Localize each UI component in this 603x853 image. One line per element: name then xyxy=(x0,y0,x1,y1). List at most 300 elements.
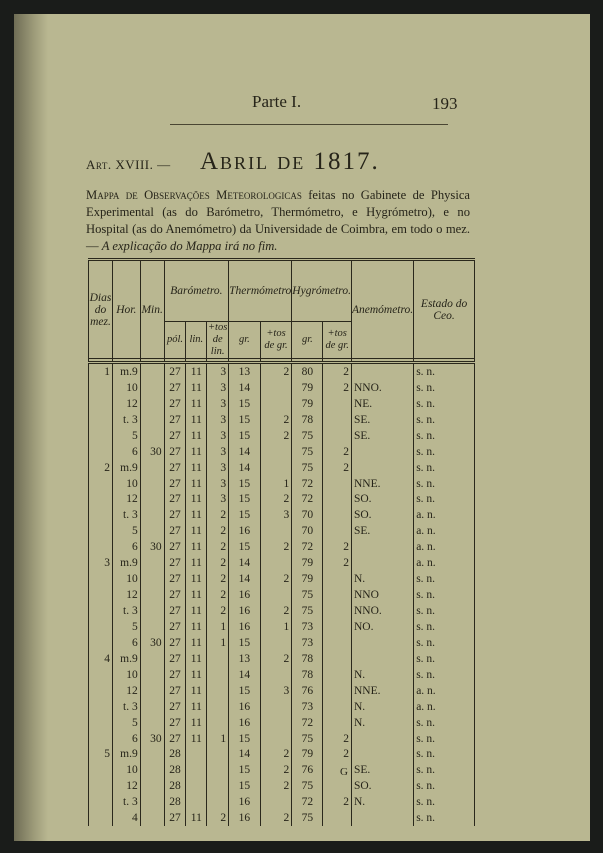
table-cell: 3 xyxy=(260,507,292,523)
table-cell: 3 xyxy=(260,683,292,699)
table-cell xyxy=(89,428,113,444)
sub-pol: pól. xyxy=(164,322,186,359)
table-cell xyxy=(140,476,164,492)
table-row xyxy=(89,571,475,587)
table-cell xyxy=(260,555,292,571)
table-cell: 27 xyxy=(164,571,186,587)
table-cell xyxy=(351,651,413,667)
table-cell: 2 xyxy=(207,603,229,619)
table-cell xyxy=(89,412,113,428)
table-row xyxy=(89,396,475,412)
table-cell: 2 xyxy=(260,428,292,444)
table-cell xyxy=(89,699,113,715)
table-cell: 13 xyxy=(229,363,261,380)
table-cell: 2 xyxy=(323,747,352,763)
table-cell xyxy=(207,683,229,699)
table-cell xyxy=(140,747,164,763)
table-cell: 2 xyxy=(323,794,352,810)
table-cell: 11 xyxy=(186,444,207,460)
table-cell: 16 xyxy=(229,794,261,810)
table-cell: 76 xyxy=(292,683,323,699)
table-cell xyxy=(89,619,113,635)
table-cell: a. n. xyxy=(414,507,475,523)
table-cell: 27 xyxy=(164,412,186,428)
table-cell xyxy=(351,731,413,747)
table-cell: 15 xyxy=(229,412,261,428)
table-cell: 15 xyxy=(229,396,261,412)
table-row xyxy=(89,523,475,539)
table-cell: 6 xyxy=(112,731,140,747)
table-cell: 2 xyxy=(207,587,229,603)
table-cell: NNO. xyxy=(351,603,413,619)
table-cell: 70 xyxy=(292,507,323,523)
table-cell: 16 xyxy=(229,699,261,715)
table-cell: 2 xyxy=(260,539,292,555)
table-row xyxy=(89,412,475,428)
table-cell xyxy=(260,587,292,603)
table-cell xyxy=(207,794,229,810)
table-cell: 11 xyxy=(186,539,207,555)
table-cell xyxy=(140,396,164,412)
table-cell xyxy=(89,810,113,826)
table-cell xyxy=(351,460,413,476)
table-cell: s. n. xyxy=(414,778,475,794)
month-heading: Abril de 1817. xyxy=(200,148,380,175)
table-cell: 75 xyxy=(292,460,323,476)
table-cell: NNE. xyxy=(351,476,413,492)
sub-gr-hygro: gr. xyxy=(292,322,323,359)
table-cell: 13 xyxy=(229,651,261,667)
table-row xyxy=(89,810,475,826)
table-cell: 16 xyxy=(229,587,261,603)
table-cell: 72 xyxy=(292,794,323,810)
table-cell: 27 xyxy=(164,460,186,476)
table-cell xyxy=(207,747,229,763)
table-cell: 15 xyxy=(229,476,261,492)
table-cell: 5 xyxy=(112,715,140,731)
table-cell: s. n. xyxy=(414,460,475,476)
table-cell: s. n. xyxy=(414,396,475,412)
table-cell: 27 xyxy=(164,396,186,412)
table-cell xyxy=(207,667,229,683)
table-cell: s. n. xyxy=(414,363,475,380)
table-cell: 11 xyxy=(186,699,207,715)
table-cell: 27 xyxy=(164,428,186,444)
table-row xyxy=(89,731,475,747)
table-cell: s. n. xyxy=(414,492,475,508)
col-min: Min. xyxy=(140,260,164,359)
table-cell: 2 xyxy=(207,571,229,587)
table-cell: 75 xyxy=(292,603,323,619)
table-cell: s. n. xyxy=(414,810,475,826)
table-row xyxy=(89,380,475,396)
table-cell xyxy=(207,778,229,794)
table-row xyxy=(89,539,475,555)
table-cell: 28 xyxy=(164,778,186,794)
table-cell: 75 xyxy=(292,587,323,603)
table-cell xyxy=(351,635,413,651)
table-cell: 27 xyxy=(164,523,186,539)
table-cell: a. n. xyxy=(414,555,475,571)
table-cell xyxy=(89,587,113,603)
table-cell: 3 xyxy=(207,428,229,444)
table-cell xyxy=(323,635,352,651)
table-cell: t. 3 xyxy=(112,603,140,619)
table-cell: 1 xyxy=(207,731,229,747)
table-row xyxy=(89,778,475,794)
table-cell: 5 xyxy=(112,523,140,539)
table-cell: 73 xyxy=(292,699,323,715)
col-hor: Hor. xyxy=(112,260,140,359)
table-cell: 14 xyxy=(229,380,261,396)
table-cell: 30 xyxy=(140,635,164,651)
table-cell: 28 xyxy=(164,762,186,778)
table-cell xyxy=(207,715,229,731)
table-cell: 11 xyxy=(186,460,207,476)
table-cell: s. n. xyxy=(414,571,475,587)
table-row xyxy=(89,635,475,651)
table-cell: 3 xyxy=(207,492,229,508)
table-cell: 79 xyxy=(292,747,323,763)
table-cell: SO. xyxy=(351,507,413,523)
table-cell: NNO xyxy=(351,587,413,603)
table-cell: s. n. xyxy=(414,587,475,603)
table-cell: 27 xyxy=(164,635,186,651)
binding-gutter xyxy=(14,14,48,841)
table-cell: SE. xyxy=(351,523,413,539)
table-cell xyxy=(89,794,113,810)
table-cell: 2 xyxy=(260,762,292,778)
table-cell xyxy=(323,603,352,619)
table-cell: a. n. xyxy=(414,539,475,555)
table-cell: 80 xyxy=(292,363,323,380)
table-cell xyxy=(89,380,113,396)
table-cell: 72 xyxy=(292,539,323,555)
table-cell xyxy=(323,396,352,412)
table-cell: 11 xyxy=(186,619,207,635)
table-cell xyxy=(140,778,164,794)
table-cell xyxy=(323,587,352,603)
table-cell: 27 xyxy=(164,476,186,492)
table-row xyxy=(89,762,475,778)
col-estado: Estado do Ceo. xyxy=(414,260,475,359)
table-row xyxy=(89,363,475,380)
table-cell: 15 xyxy=(229,428,261,444)
table-cell xyxy=(140,380,164,396)
page-number: 193 xyxy=(432,94,458,113)
table-row xyxy=(89,651,475,667)
table-cell: 2 xyxy=(260,571,292,587)
table-cell xyxy=(260,635,292,651)
table-cell: 2 xyxy=(260,747,292,763)
table-cell: N. xyxy=(351,715,413,731)
table-cell: 11 xyxy=(186,492,207,508)
table-cell: 79 xyxy=(292,571,323,587)
table-cell xyxy=(140,683,164,699)
table-cell: 27 xyxy=(164,587,186,603)
table-cell xyxy=(140,492,164,508)
table-cell: 11 xyxy=(186,555,207,571)
table-cell: 6 xyxy=(112,539,140,555)
table-cell xyxy=(140,363,164,380)
table-cell: m.9 xyxy=(112,460,140,476)
table-cell: 30 xyxy=(140,444,164,460)
table-cell: 2 xyxy=(323,539,352,555)
table-cell: 15 xyxy=(229,539,261,555)
table-cell: 73 xyxy=(292,619,323,635)
table-cell: 1 xyxy=(260,476,292,492)
col-thermometro: Thermómetro xyxy=(229,260,292,322)
table-cell: s. n. xyxy=(414,747,475,763)
table-cell: a. n. xyxy=(414,683,475,699)
table-cell xyxy=(140,667,164,683)
intro-paragraph xyxy=(86,187,470,255)
intro-italic: A explicação do Mappa irá no fim. xyxy=(101,239,278,253)
table-cell xyxy=(207,651,229,667)
table-cell: 2 xyxy=(207,555,229,571)
table-cell: s. n. xyxy=(414,476,475,492)
table-cell: 3 xyxy=(207,412,229,428)
table-row xyxy=(89,715,475,731)
table-cell: NNO. xyxy=(351,380,413,396)
table-cell xyxy=(260,460,292,476)
table-cell xyxy=(207,699,229,715)
table-cell: 27 xyxy=(164,683,186,699)
table-cell xyxy=(89,571,113,587)
table-cell: N. xyxy=(351,794,413,810)
table-cell xyxy=(351,363,413,380)
table-cell: SO. xyxy=(351,492,413,508)
table-cell: 5 xyxy=(112,619,140,635)
table-cell xyxy=(140,507,164,523)
table-cell: 30 xyxy=(140,539,164,555)
table-cell: 3 xyxy=(207,380,229,396)
table-cell: 10 xyxy=(112,380,140,396)
table-cell: N. xyxy=(351,571,413,587)
col-barometro: Barómetro. xyxy=(164,260,228,322)
table-cell: 2 xyxy=(260,778,292,794)
table-cell xyxy=(260,731,292,747)
table-cell: SO. xyxy=(351,778,413,794)
table-cell: 11 xyxy=(186,523,207,539)
table-cell: t. 3 xyxy=(112,794,140,810)
table-cell: 2 xyxy=(207,539,229,555)
table-cell xyxy=(89,603,113,619)
table-cell: 16 xyxy=(229,715,261,731)
table-cell: m.9 xyxy=(112,555,140,571)
table-cell: 11 xyxy=(186,635,207,651)
table-cell: s. n. xyxy=(414,651,475,667)
table-cell xyxy=(351,555,413,571)
table-cell: s. n. xyxy=(414,667,475,683)
table-cell xyxy=(89,683,113,699)
sub-gr-thermo: gr. xyxy=(229,322,261,359)
running-title: Parte I. xyxy=(252,92,302,111)
table-cell: 15 xyxy=(229,507,261,523)
table-cell: 12 xyxy=(112,587,140,603)
table-cell: 12 xyxy=(112,396,140,412)
table-cell: 28 xyxy=(164,747,186,763)
table-cell: 15 xyxy=(229,731,261,747)
table-cell: 3 xyxy=(207,476,229,492)
table-cell: t. 3 xyxy=(112,699,140,715)
table-row xyxy=(89,794,475,810)
table-row xyxy=(89,460,475,476)
header-rule xyxy=(170,124,448,125)
table-cell: s. n. xyxy=(414,794,475,810)
table-cell: 6 xyxy=(112,444,140,460)
table-cell: 15 xyxy=(229,635,261,651)
col-hygrometro: Hygrómetro. xyxy=(292,260,352,322)
table-cell: 11 xyxy=(186,731,207,747)
table-cell xyxy=(89,778,113,794)
book-page xyxy=(14,14,590,841)
table-cell xyxy=(323,476,352,492)
table-cell xyxy=(323,810,352,826)
table-cell xyxy=(260,794,292,810)
table-cell: 3 xyxy=(207,363,229,380)
table-cell xyxy=(89,667,113,683)
table-cell: NO. xyxy=(351,619,413,635)
intro-body: feitas no Gabinete de Physica Experimental (as do Barómetro, Thermómetro, e Hygrómetro), e no Hospital (as do Anemómetro) da Universidade de Coimbra, em todo o mez. — xyxy=(86,188,470,253)
table-cell: 3 xyxy=(89,555,113,571)
observations-table-wrap xyxy=(88,258,475,825)
table-cell xyxy=(140,428,164,444)
table-cell: 4 xyxy=(112,810,140,826)
col-dias: Dias do mez. xyxy=(89,260,113,359)
table-row xyxy=(89,476,475,492)
table-cell: 11 xyxy=(186,380,207,396)
table-cell: 2 xyxy=(323,555,352,571)
table-cell: 27 xyxy=(164,667,186,683)
table-cell: s. n. xyxy=(414,762,475,778)
table-cell xyxy=(140,555,164,571)
article-label: Art. XVIII. — xyxy=(86,157,171,172)
table-cell: s. n. xyxy=(414,635,475,651)
table-cell: 1 xyxy=(260,619,292,635)
table-cell: 4 xyxy=(89,651,113,667)
table-cell xyxy=(140,794,164,810)
table-cell: 27 xyxy=(164,715,186,731)
table-cell: 14 xyxy=(229,444,261,460)
table-cell xyxy=(323,651,352,667)
table-cell xyxy=(351,444,413,460)
table-cell: 2 xyxy=(89,460,113,476)
table-cell xyxy=(140,651,164,667)
table-cell: 76 xyxy=(292,762,323,778)
table-cell: 27 xyxy=(164,619,186,635)
table-row xyxy=(89,683,475,699)
table-cell: 11 xyxy=(186,363,207,380)
observations-body xyxy=(89,363,475,827)
table-cell xyxy=(140,571,164,587)
table-cell: 79 xyxy=(292,555,323,571)
table-cell xyxy=(89,762,113,778)
table-cell xyxy=(323,699,352,715)
table-cell xyxy=(351,810,413,826)
table-cell xyxy=(89,396,113,412)
observations-table xyxy=(88,258,475,826)
table-cell: 75 xyxy=(292,428,323,444)
table-cell: 27 xyxy=(164,731,186,747)
table-cell: 11 xyxy=(186,667,207,683)
table-cell: 27 xyxy=(164,507,186,523)
table-cell: s. n. xyxy=(414,444,475,460)
table-cell: t. 3 xyxy=(112,412,140,428)
table-cell: 2 xyxy=(323,444,352,460)
table-cell: SE. xyxy=(351,412,413,428)
table-row xyxy=(89,587,475,603)
table-cell: s. n. xyxy=(414,380,475,396)
table-cell xyxy=(323,571,352,587)
table-cell: 16 xyxy=(229,603,261,619)
sub-lin: lin. xyxy=(186,322,207,359)
table-cell xyxy=(89,731,113,747)
table-cell xyxy=(140,762,164,778)
table-cell: 14 xyxy=(229,667,261,683)
table-cell: 15 xyxy=(229,762,261,778)
table-cell: 11 xyxy=(186,396,207,412)
table-cell: 1 xyxy=(89,363,113,380)
table-cell xyxy=(89,507,113,523)
table-cell: s. n. xyxy=(414,619,475,635)
table-cell xyxy=(89,715,113,731)
col-anemometro: Anemómetro. xyxy=(351,260,413,359)
table-cell: 2 xyxy=(260,810,292,826)
table-cell: 27 xyxy=(164,603,186,619)
table-cell xyxy=(89,492,113,508)
table-cell xyxy=(260,380,292,396)
table-row xyxy=(89,428,475,444)
table-cell: 78 xyxy=(292,412,323,428)
table-cell: 27 xyxy=(164,651,186,667)
table-row xyxy=(89,619,475,635)
table-cell: 15 xyxy=(229,778,261,794)
table-cell: 12 xyxy=(112,683,140,699)
table-cell xyxy=(140,460,164,476)
table-cell: 27 xyxy=(164,380,186,396)
table-cell xyxy=(323,507,352,523)
table-cell xyxy=(186,778,207,794)
table-cell: 28 xyxy=(164,794,186,810)
table-cell: a. n. xyxy=(414,523,475,539)
table-cell: 79 xyxy=(292,396,323,412)
table-cell: 14 xyxy=(229,571,261,587)
table-cell xyxy=(89,523,113,539)
table-cell: 3 xyxy=(207,396,229,412)
table-cell: 2 xyxy=(260,412,292,428)
table-cell: 27 xyxy=(164,492,186,508)
table-cell: m.9 xyxy=(112,651,140,667)
table-cell: 11 xyxy=(186,715,207,731)
table-cell: 78 xyxy=(292,651,323,667)
table-cell: 70 xyxy=(292,523,323,539)
table-row xyxy=(89,747,475,763)
table-cell: 12 xyxy=(112,778,140,794)
table-cell: 2 xyxy=(207,810,229,826)
table-cell: 11 xyxy=(186,683,207,699)
table-cell xyxy=(186,794,207,810)
table-cell xyxy=(140,699,164,715)
table-cell xyxy=(323,523,352,539)
table-cell: 14 xyxy=(229,555,261,571)
table-cell: 27 xyxy=(164,444,186,460)
table-cell: m.9 xyxy=(112,363,140,380)
table-cell: 16 xyxy=(229,523,261,539)
table-row xyxy=(89,555,475,571)
table-cell xyxy=(323,492,352,508)
table-cell: m.9 xyxy=(112,747,140,763)
